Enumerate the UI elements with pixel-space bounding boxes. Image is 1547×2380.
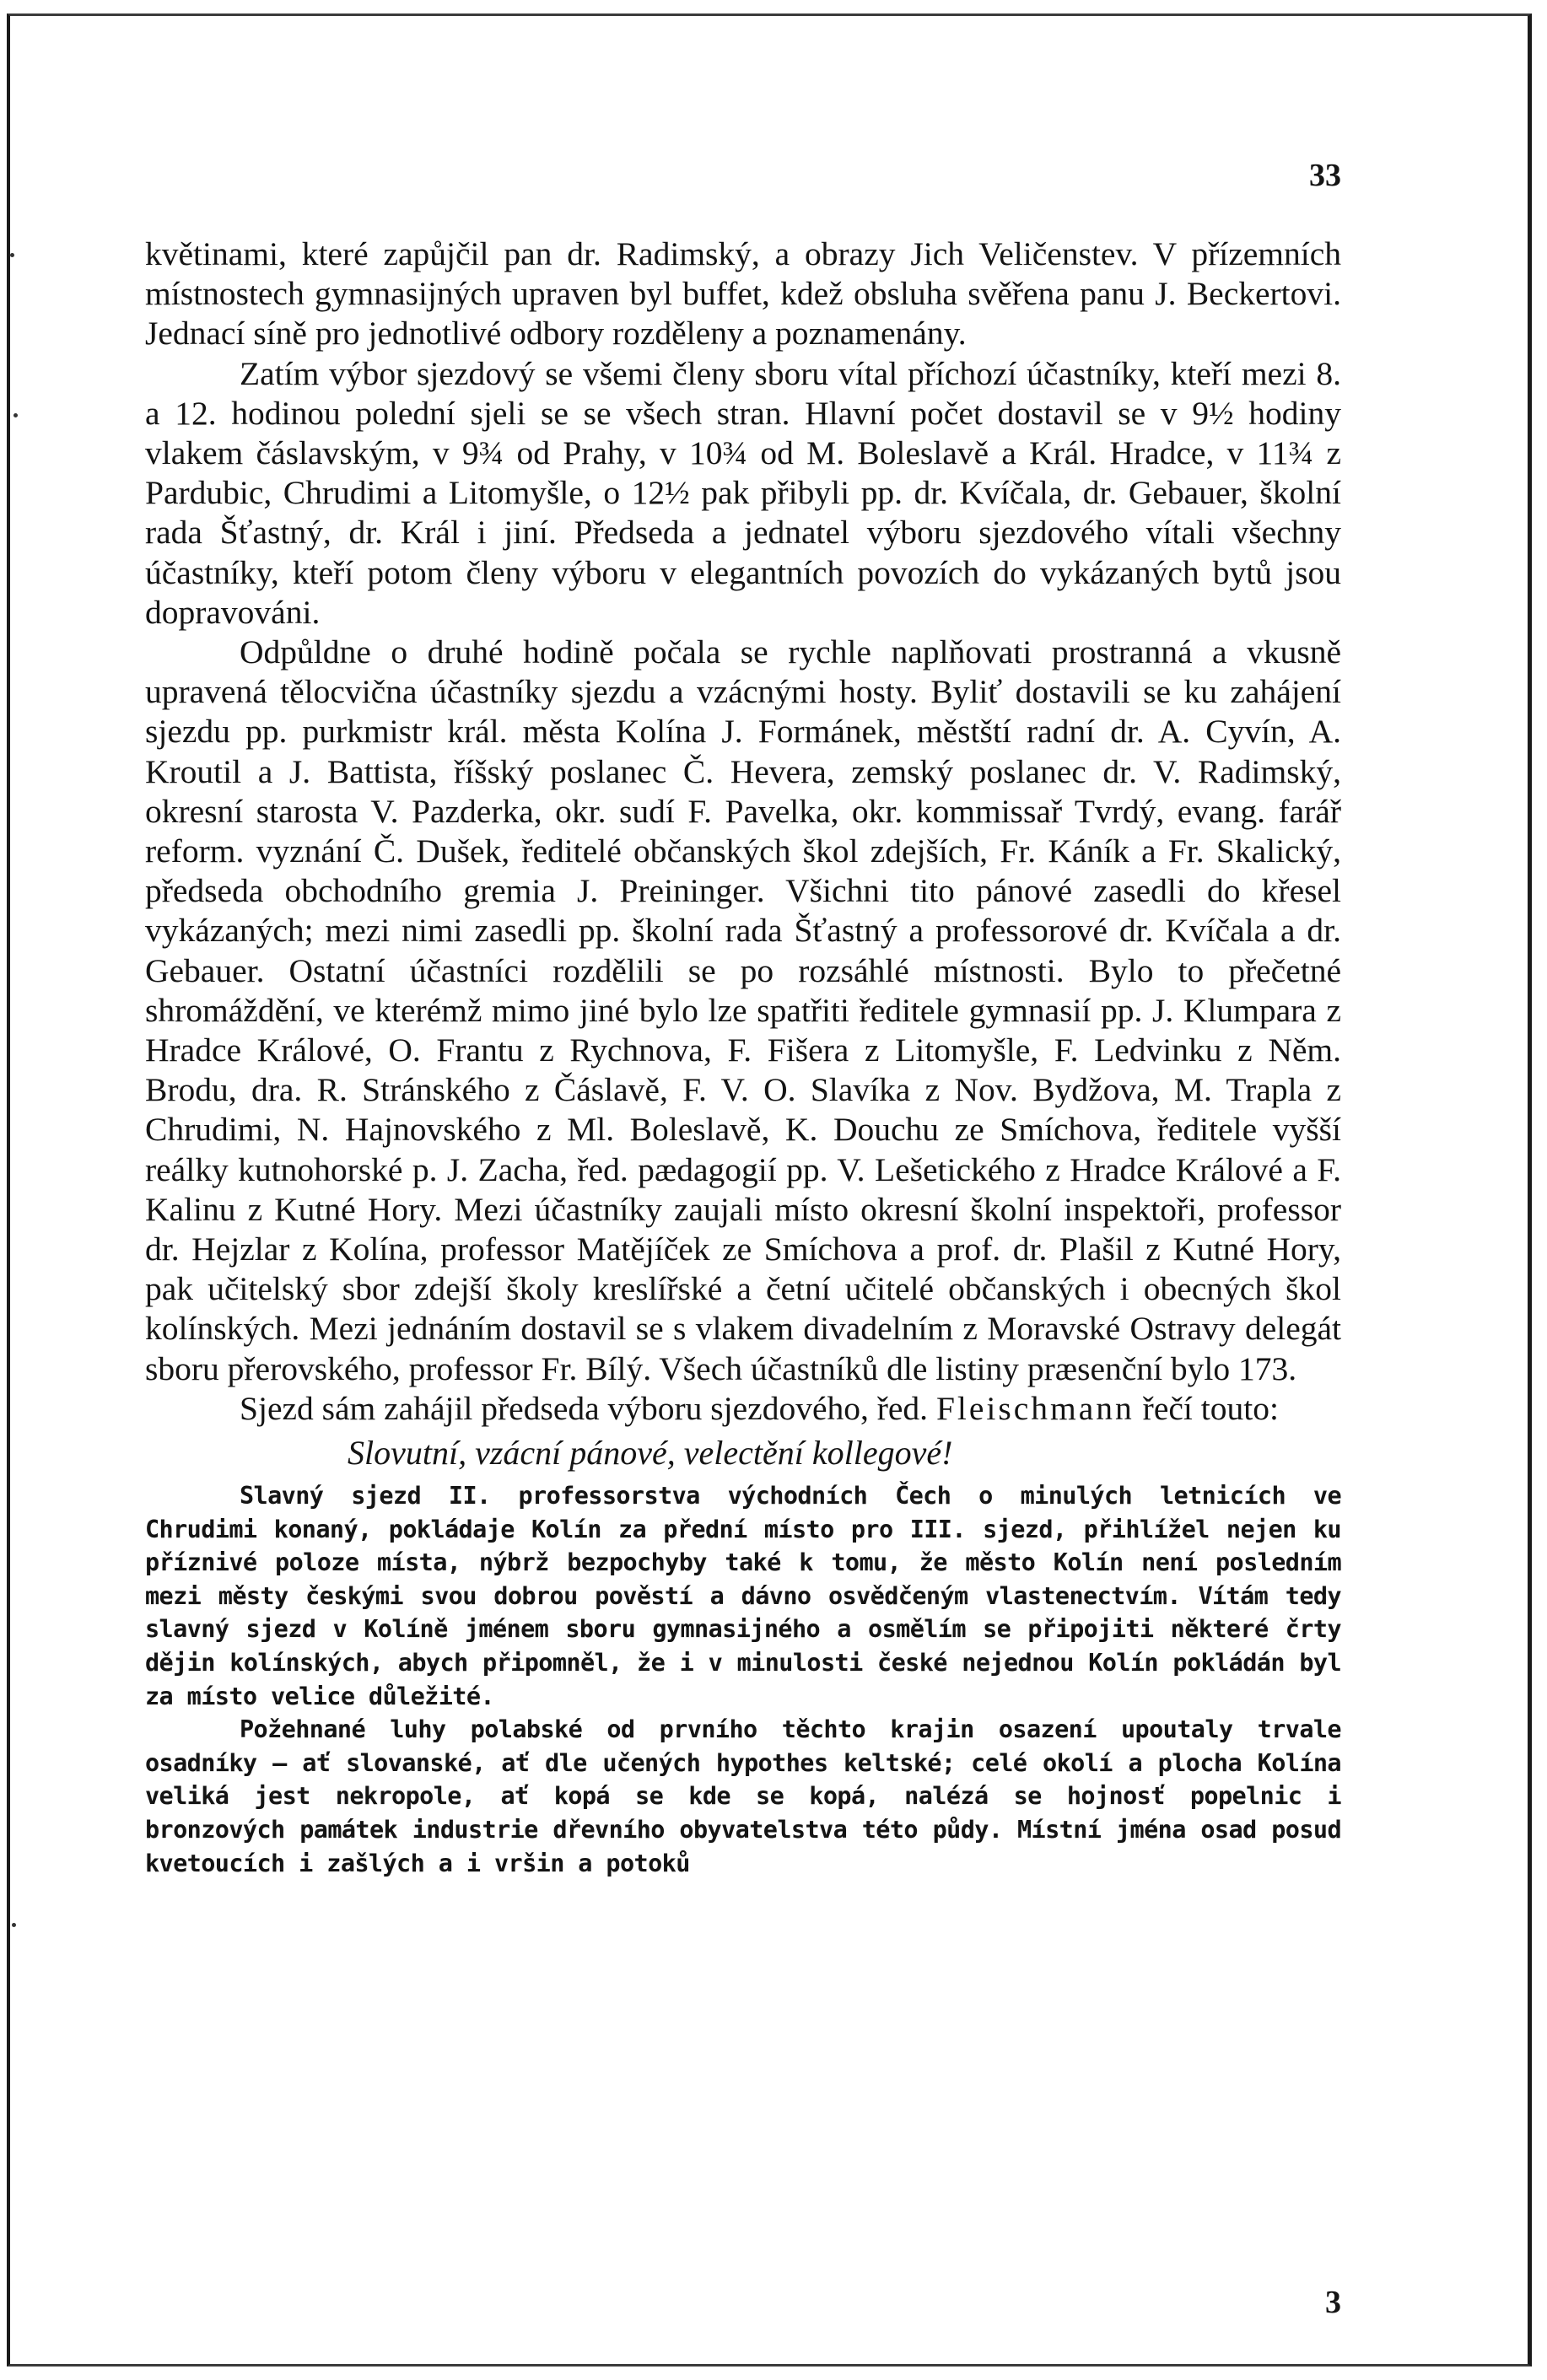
chairman-name: Fleischmann	[935, 1389, 1135, 1427]
opening-lead: Sjezd sám zahájil předseda výboru sjezdového, řed.	[240, 1389, 929, 1427]
paragraph-opening	[145, 1389, 1341, 1429]
page-body	[145, 234, 1341, 1880]
speech-salutation: Slovutní, vzácní pánové, velectění kollegové!	[348, 1434, 953, 1473]
margin-speck	[13, 413, 18, 417]
signature-mark: 3	[1325, 2285, 1341, 2320]
opening-tail: řečí touto:	[1142, 1389, 1279, 1427]
paragraph-assembly: Odpůldne o druhé hodině počala se rychle naplňovati prostranná a vkusně upravená tělocvična účastníky sjezdu a vzácnými hosty. Byliť dostavili se ku zahájení sjezdu pp. purkmistr král. města Kolína J. Formánek, městští radní dr. A. Cyvín, A. Kroutil a J. Battista, říšský poslanec Č. Hevera, zemský poslanec dr. V. Radimský, okresní starosta V. Pazderka, okr. sudí F. Pavelka, okr. kommissař Tvrdý, evang. farář reform. vyznání Č. Dušek, ředitelé občanských škol zdejších, Fr. Káník a Fr. Skalický, předseda obchodního gremia J. Preininger. Všichni tito pánové zasedli do křesel vykázaných; mezi nimi zasedli pp. školní rada Šťastný a professorové dr. Kvíčala a dr. Gebauer. Ostatní účastníci rozdělili se po rozsáhlé místnosti. Bylo to přečetné shromáždění, ve kterémž mimo jiné bylo lze spatřiti ředitele gymnasií pp. J. Klumpara z Hradce Králové, O. Frantu z Rychnova, F. Fišera z Litomyšle, F. Ledvinku z Něm. Brodu, dra. R. Stránského z Čáslavě, F. V. O. Slavíka z Nov. Bydžova, M. Trapla z Chrudimi, N. Hajnovského z Ml. Boleslavě, K. Douchu ze Smíchova, ředitele vyšší reálky kutnohorské p. J. Zacha, řed. pædagogií pp. V. Lešetického z Hradce Králové a F. Kalinu z Kutné Hory. Mezi účastníky zaujali místo okresní školní inspektoři, professor dr. Hejzlar z Kolína, professor Matějíček ze Smíchova a prof. dr. Plašil z Kutné Hory, pak učitelský sbor zdejší školy kreslířské a četní učitelé občanských i obecných škol kolínských. Mezi jednáním dostavil se s vlakem divadelním z Moravské Ostravy delegát sboru přerovského, professor Fr. Bílý. Všech účastníků dle listiny præsenční bylo 173.	[145, 633, 1341, 1387]
speech-paragraph-welcome: Slavný sjezd II. professorstva východních Čech o minulých letnicích ve Chrudimi konaný, pokládaje Kolín za přední místo pro III. sjezd, přihlížel nejen ku příznivé poloze místa, nýbrž bezpochyby také k tomu, že město Kolín není posledním mezi městy českými svou dobrou pověstí a dávno osvědčeným vlastenectvím. Vítám tedy slavný sjezd v Kolíně jménem sboru gymnasijného a osmělím se připojiti některé črty dějin kolínských, abych připomněl, že i v minulosti české nejednou Kolín pokládán byl za místo velice důležité.	[145, 1482, 1341, 1710]
margin-speck	[10, 253, 14, 257]
margin-speck	[12, 1923, 16, 1927]
paragraph-flowers-buffet: květinami, které zapůjčil pan dr. Radimský, a obrazy Jich Veličenstev. V přízemních místnostech gymnasijných upraven byl buffet, kdež obsluha svěřena panu J. Beckertovi. Jednací síně pro jednotlivé odbory rozděleny a poznamenány.	[145, 235, 1341, 353]
paragraph-arrivals: Zatím výbor sjezdový se všemi členy sboru vítal příchozí účastníky, kteří mezi 8. a 12. hodinou polední sjeli se se všech stran. Hlavní počet dostavil se v 9½ hodiny vlakem čáslavským, v 9¾ od Prahy, v 10¾ od M. Boleslavě a Král. Hradce, v 11¾ z Pardubic, Chrudimi a Litomyšle, o 12½ pak přibyli pp. dr. Kvíčala, dr. Gebauer, školní rada Šťastný, dr. Král i jiní. Předseda a jednatel výboru sjezdového vítali všechny účastníky, kteří potom členy výboru v elegantních povozích do vykázaných bytů jsou dopravováni.	[145, 354, 1341, 631]
speech-paragraph-history: Požehnané luhy polabské od prvního těchto krajin osazení upoutaly trvale osadníky — ať slovanské, ať dle učených hypothes keltské; celé okolí a plocha Kolína veliká jest nekropole, ať kopá se kde se kopá, nalézá se hojnosť popelnic i bronzových památek industrie dřevního obyvatelstva této půdy. Místní jména osad posud kvetoucích i zašlých a i vršin a potoků	[145, 1715, 1341, 1877]
page-number: 33	[1309, 158, 1341, 193]
